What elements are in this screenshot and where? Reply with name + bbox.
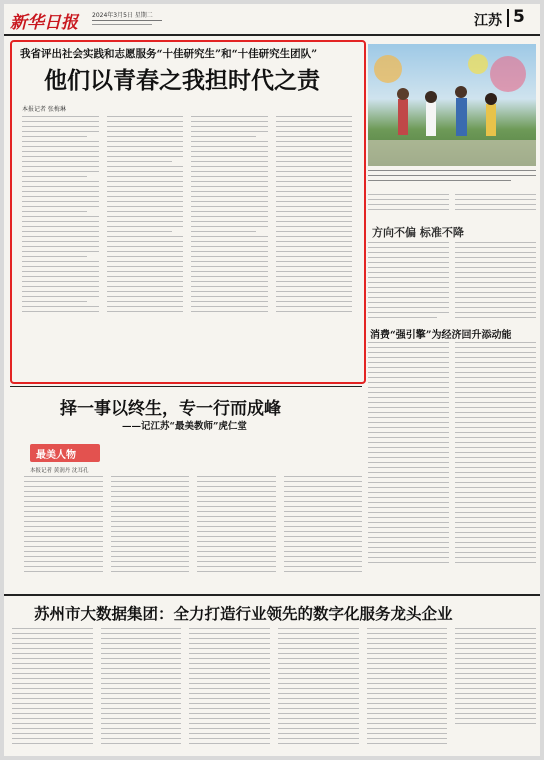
side-story-title: 方向不偏 标准不降 (372, 226, 464, 239)
feature-byline: 本报记者 黄润丹 沈耳孔 (30, 468, 89, 474)
feature-body (24, 476, 362, 586)
photo-caption (368, 170, 536, 190)
consumption-title: 消费“强引擎”为经济回升添动能 (370, 330, 512, 341)
news-photo (368, 44, 536, 166)
main-story-kicker: 我省评出社会实践和志愿服务“十佳研究生”和“十佳研究生团队” (20, 48, 318, 60)
masthead (4, 4, 540, 34)
column-label-box (30, 444, 100, 462)
page-number: 5 (513, 7, 525, 27)
main-story-title: 他们以青春之我担时代之责 (44, 68, 320, 94)
feature-title: 择一事以终生，专一行而成峰 (60, 399, 281, 419)
right-upper-body (368, 194, 536, 224)
main-story-body (22, 116, 352, 374)
masthead-logo: 新华日报 (10, 13, 78, 33)
column-label: 最美人物 (36, 450, 76, 461)
section-name: 江苏 (474, 13, 502, 29)
newspaper-page (4, 4, 540, 756)
feature-subtitle: ——记江苏“最美教师”虎仁堂 (122, 421, 247, 432)
masthead-date: 2024年3月5日 星期二 (92, 12, 153, 19)
main-story-byline: 本报记者 张梅琳 (22, 106, 66, 113)
side-story-body (368, 242, 536, 322)
bottom-banner-title: 苏州市大数据集团：全力打造行业领先的数字化服务龙头企业 (34, 605, 453, 623)
bottom-banner-body (12, 628, 536, 752)
consumption-body (368, 342, 536, 588)
